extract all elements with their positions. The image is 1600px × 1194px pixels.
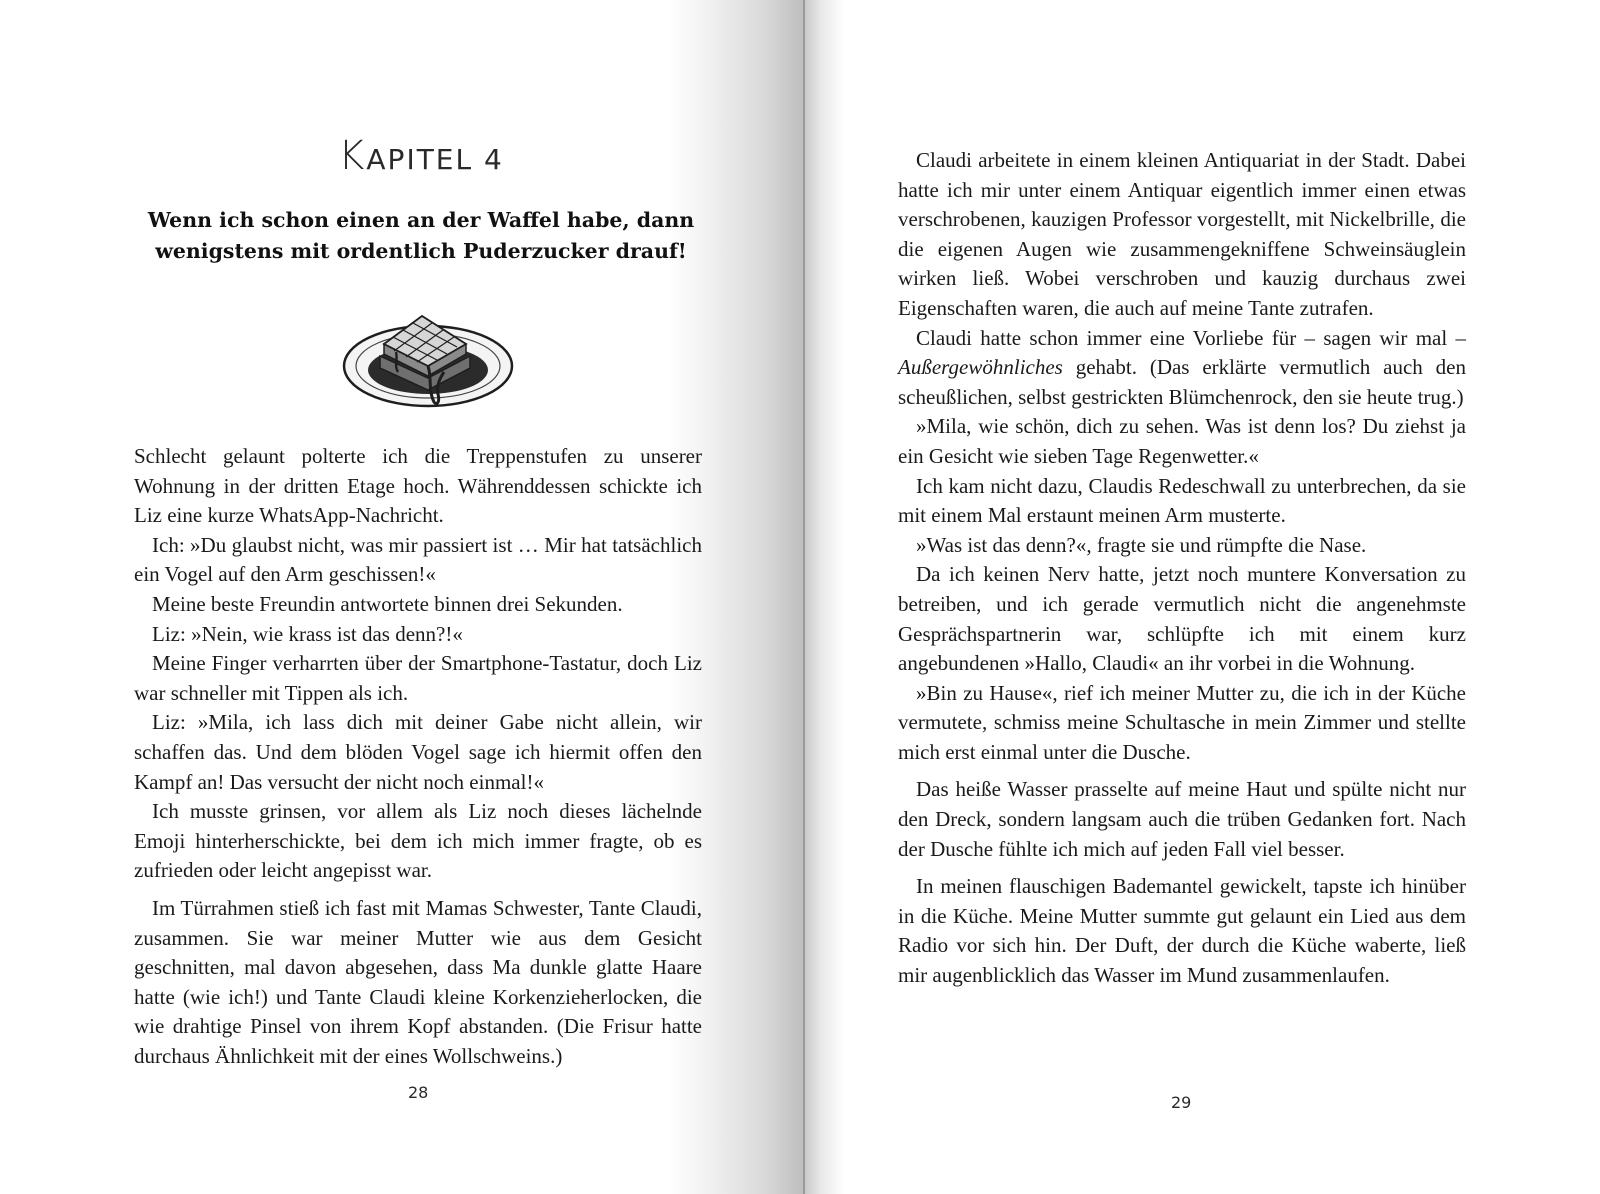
waffle-on-plate-icon bbox=[340, 294, 515, 419]
chapter-heading bbox=[0, 133, 805, 179]
paragraph bbox=[898, 324, 1466, 413]
paragraph: Ich: »Du glaubst nicht, was mir passiert ist … Mir hat tatsächlich ein Vogel auf den Arm geschissen!« bbox=[134, 532, 702, 587]
text-run: gehabt. (Das erklärte vermutlich auch den scheußlichen, selbst gestrickten Blümchenrock, den sie heute trug.) bbox=[898, 355, 1466, 409]
paragraph: »Mila, wie schön, dich zu sehen. Was ist denn los? Du ziehst ja ein Gesicht wie sieben Tage Regenwetter.« bbox=[898, 414, 1466, 468]
chapter-title-rest: APITEL 4 bbox=[366, 143, 504, 176]
paragraph: Liz: »Nein, wie krass ist das denn?!« bbox=[152, 621, 463, 646]
text-run: Claudi hatte schon immer eine Vorliebe für – sagen wir mal – bbox=[916, 325, 1466, 350]
page-number: 29 bbox=[1171, 1093, 1192, 1112]
subtitle-line: Wenn ich schon einen an der Waffel habe, dann bbox=[147, 208, 695, 232]
page-number: 28 bbox=[408, 1083, 429, 1102]
paragraph: Meine beste Freundin antwortete binnen drei Sekunden. bbox=[152, 591, 623, 616]
paragraph: Im Türrahmen stieß ich fast mit Mamas Schwester, Tante Claudi, zusammen. Sie war meiner Mutter wie aus dem Gesicht geschnitten, mal davon abgesehen, dass Ma dunkle glatte Haare hatte (wie ich!) und Tante Claudi kleine Korkenzieherlocken, die wie drahtige Pinsel von ihrem Kopf abstanden. (Die Frisur hatte durchaus Ähnlichkeit mit der eines Wollschweins.) bbox=[134, 895, 702, 1068]
paragraph: In meinen flauschigen Bademantel gewickelt, tapste ich hinüber in die Küche. Meine Mutter summte gut gelaunt ein Lied aus dem Radio vor sich hin. Der Duft, der durch die Küche waberte, ließ mir augenblicklich das Wasser im Mund zusammenlaufen. bbox=[898, 874, 1466, 988]
paragraph: Schlecht gelaunt polterte ich die Treppenstufen zu unserer Wohnung in der dritten Etage hoch. Währenddessen schickte ich Liz eine kurze WhatsApp-Nachricht. bbox=[134, 444, 702, 528]
left-page-body bbox=[134, 442, 702, 1071]
paragraph: Da ich keinen Nerv hatte, jetzt noch muntere Konversation zu betreiben, und ich gerade vermutlich nicht die angenehmste Gesprächspartnerin war, schlüpfte ich mit einem kurz angebundenen »Hallo, Claudi« an ihr vorbei in die Wohnung. bbox=[898, 562, 1466, 676]
right-page-body bbox=[898, 146, 1466, 991]
subtitle-line: wenigstens mit ordentlich Puderzucker drauf! bbox=[155, 239, 687, 263]
paragraph: Ich musste grinsen, vor allem als Liz noch dieses lächelnde Emoji hinterherschickte, bei dem ich mich immer fragte, ob es zufrieden oder leicht angepisst war. bbox=[134, 799, 702, 883]
chapter-subtitle bbox=[130, 205, 712, 267]
paragraph: Claudi arbeitete in einem kleinen Antiquariat in der Stadt. Dabei hatte ich mir unter einem Antiquar eigentlich immer einen etwas verschrobenen, kauzigen Professor vorgestellt, mit Nickelbrille, die die eigenen Augen wie zusammengekniffene Schweinsäuglein wirken ließ. Wobei verschroben und kauzig durchaus zwei Eigenschaften waren, die auch auf meine Tante zutrafen. bbox=[898, 148, 1466, 320]
paragraph: Liz: »Mila, ich lass dich mit deiner Gabe nicht allein, wir schaffen das. Und dem blöden Vogel sage ich hiermit offen den Kampf an! Das versucht der nicht noch einmal!« bbox=[134, 710, 702, 794]
right-page bbox=[805, 0, 1600, 1194]
paragraph: Das heiße Wasser prasselte auf meine Haut und spülte nicht nur den Dreck, sondern langsam auch die trüben Gedanken fort. Nach der Dusche fühlte ich mich auf jeden Fall viel besser. bbox=[898, 777, 1466, 861]
paragraph: Meine Finger verharrten über der Smartphone-Tastatur, doch Liz war schneller mit Tippen als ich. bbox=[134, 651, 702, 705]
chapter-initial: K bbox=[338, 133, 367, 179]
paragraph: Ich kam nicht dazu, Claudis Redeschwall zu unterbrechen, da sie mit einem Mal erstaunt meinen Arm musterte. bbox=[898, 473, 1466, 528]
italic-text: Außergewöhnliches bbox=[898, 355, 1063, 380]
paragraph: »Bin zu Hause«, rief ich meiner Mutter zu, die ich in der Küche vermutete, schmiss meine Schultasche in mein Zimmer und stellte mich erst einmal unter die Dusche. bbox=[898, 680, 1466, 764]
paragraph: »Was ist das denn?«, fragte sie und rümpfte die Nase. bbox=[916, 532, 1367, 557]
